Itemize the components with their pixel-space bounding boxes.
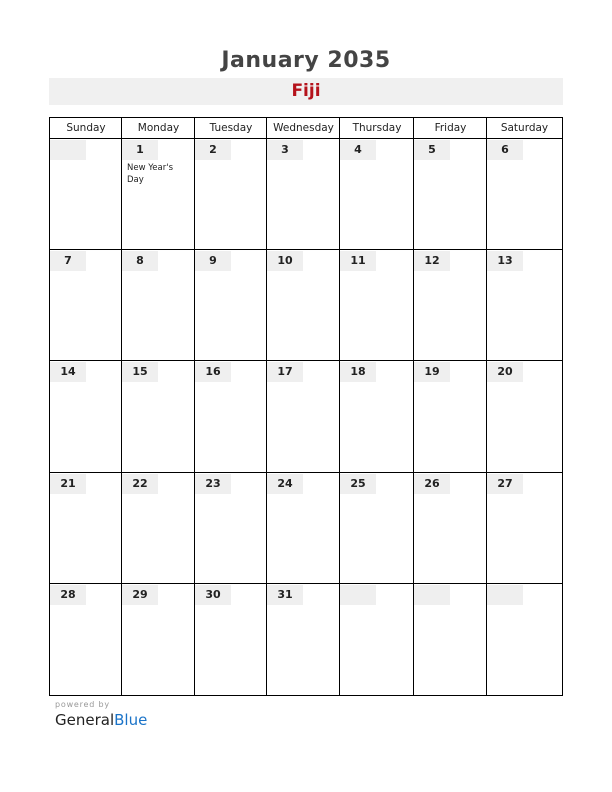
day-number: 18 (340, 362, 376, 382)
footer (55, 700, 147, 729)
day-number (340, 585, 376, 605)
day-number: 11 (340, 251, 376, 271)
day-number: 12 (414, 251, 450, 271)
country-name: Fiji (291, 81, 321, 101)
day-number: 20 (487, 362, 523, 382)
day-cell[interactable] (340, 139, 413, 249)
day-number: 15 (122, 362, 158, 382)
day-cell[interactable] (122, 473, 194, 583)
day-number: 30 (195, 585, 231, 605)
day-cell[interactable] (487, 250, 561, 360)
day-cell[interactable] (340, 361, 413, 471)
day-cell[interactable] (267, 361, 339, 471)
day-number: 23 (195, 474, 231, 494)
day-number: 19 (414, 362, 450, 382)
day-number: 27 (487, 474, 523, 494)
day-number: 28 (50, 585, 86, 605)
weekday-header-friday: Friday (434, 122, 467, 134)
weekday-header-thursday: Thursday (352, 122, 402, 134)
day-cell[interactable] (195, 473, 266, 583)
weekday-header-tuesday: Tuesday (209, 122, 253, 134)
day-number: 24 (267, 474, 303, 494)
day-number: 17 (267, 362, 303, 382)
brand-blue-text: Blue (114, 711, 148, 729)
day-number: 13 (487, 251, 523, 271)
day-cell[interactable] (195, 584, 266, 694)
day-number: 5 (414, 140, 450, 160)
day-cell[interactable] (122, 250, 194, 360)
day-cell[interactable] (267, 473, 339, 583)
day-cell[interactable] (50, 361, 121, 471)
day-number (50, 140, 86, 160)
calendar-title: January 2035 (221, 48, 391, 73)
day-number: 26 (414, 474, 450, 494)
day-number (414, 585, 450, 605)
day-cell[interactable] (414, 139, 486, 249)
day-cell[interactable] (340, 584, 413, 694)
day-cell[interactable] (50, 250, 121, 360)
day-cell[interactable] (487, 584, 561, 694)
day-number: 10 (267, 251, 303, 271)
weekday-header-sunday: Sunday (66, 122, 106, 134)
day-number: 8 (122, 251, 158, 271)
day-number: 25 (340, 474, 376, 494)
day-number: 4 (340, 140, 376, 160)
day-number: 14 (50, 362, 86, 382)
day-cell[interactable] (267, 250, 339, 360)
day-cell[interactable] (50, 139, 121, 249)
day-cell[interactable] (50, 473, 121, 583)
day-number: 3 (267, 140, 303, 160)
day-number: 22 (122, 474, 158, 494)
day-cell[interactable] (414, 250, 486, 360)
day-number: 29 (122, 585, 158, 605)
generalblue-logo[interactable] (55, 711, 147, 729)
day-number: 7 (50, 251, 86, 271)
day-cell[interactable] (195, 250, 266, 360)
day-cell[interactable] (122, 139, 194, 249)
day-number: 1 (122, 140, 158, 160)
day-number: 21 (50, 474, 86, 494)
day-cell[interactable] (487, 361, 561, 471)
holiday-label: New Year's Day (127, 163, 174, 185)
day-cell[interactable] (487, 473, 561, 583)
day-number (487, 585, 523, 605)
weekday-header-wednesday: Wednesday (273, 122, 334, 134)
day-cell[interactable] (122, 361, 194, 471)
day-number: 31 (267, 585, 303, 605)
day-cell[interactable] (267, 584, 339, 694)
day-cell[interactable] (340, 473, 413, 583)
brand-general-text: General (55, 711, 115, 729)
calendar-grid (49, 117, 563, 696)
weekday-header-saturday: Saturday (500, 122, 549, 134)
day-cell[interactable] (487, 139, 561, 249)
day-cell[interactable] (414, 473, 486, 583)
day-number: 16 (195, 362, 231, 382)
day-cell[interactable] (195, 139, 266, 249)
day-number: 6 (487, 140, 523, 160)
day-cell[interactable] (267, 139, 339, 249)
day-cell[interactable] (122, 584, 194, 694)
day-cell[interactable] (340, 250, 413, 360)
weekday-header-monday: Monday (137, 122, 180, 134)
day-number: 2 (195, 140, 231, 160)
country-banner (49, 78, 563, 105)
day-cell[interactable] (414, 584, 486, 694)
day-cell[interactable] (414, 361, 486, 471)
powered-by-label: powered by (55, 700, 110, 709)
day-cell[interactable] (195, 361, 266, 471)
day-cell[interactable] (50, 584, 121, 694)
day-number: 9 (195, 251, 231, 271)
